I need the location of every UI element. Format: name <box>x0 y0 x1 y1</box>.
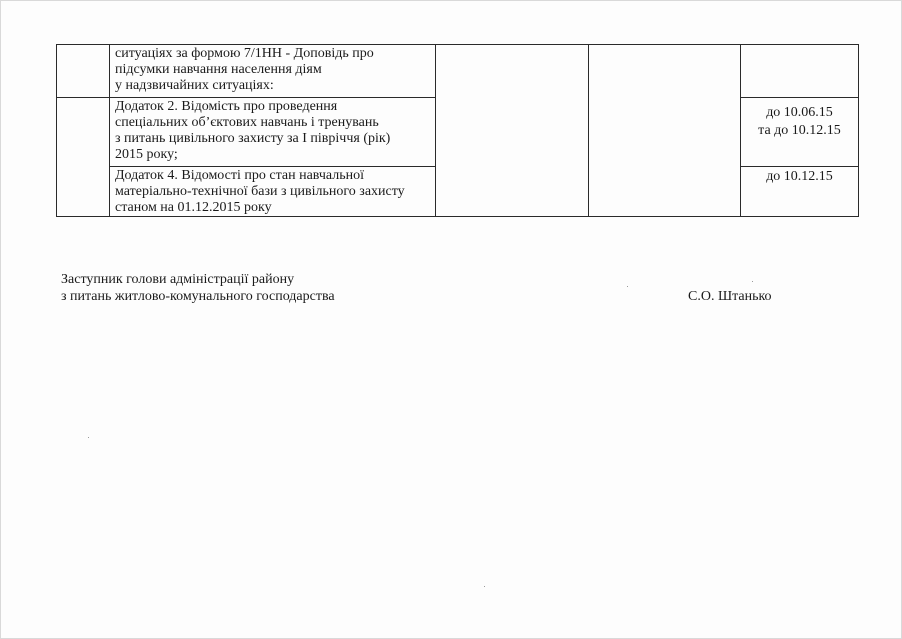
scan-speck <box>627 286 628 287</box>
plan-table <box>56 44 859 217</box>
description-line: матеріально-технічної бази з цивільного захисту <box>115 184 405 199</box>
description-line: Додаток 4. Відомості про стан навчальної <box>115 168 364 183</box>
signatory-position: Заступник голови адміністрації району <box>61 272 295 287</box>
description-line: станом на 01.12.2015 року <box>115 200 272 215</box>
description-line: 2015 року; <box>115 147 178 162</box>
description-line: з питань цивільного захисту за І півріччя (рік) <box>115 131 391 146</box>
description-line: ситуаціях за формою 7/1НН - Доповідь про <box>115 46 374 61</box>
term-line: до 10.06.15 <box>766 105 833 120</box>
table-row <box>57 45 859 98</box>
term-line: та до 10.12.15 <box>758 123 841 138</box>
number-cell <box>57 167 110 217</box>
signatory-name: С.О. Штанько <box>688 289 772 304</box>
description-line: у надзвичайних ситуаціях: <box>115 78 274 93</box>
scan-speck <box>752 281 753 282</box>
description-line: Додаток 2. Відомість про проведення <box>115 99 338 114</box>
scan-speck <box>484 586 485 587</box>
description-cell <box>110 98 436 167</box>
scan-speck <box>88 437 89 438</box>
empty-cell <box>436 45 589 217</box>
term-line: до 10.12.15 <box>766 169 833 184</box>
empty-cell <box>589 45 741 217</box>
term-cell <box>741 167 859 217</box>
description-cell <box>110 45 436 98</box>
signature-block <box>61 271 851 305</box>
term-cell <box>741 98 859 167</box>
number-cell <box>57 98 110 167</box>
description-line: підсумки навчання населення діям <box>115 62 322 77</box>
number-cell <box>57 45 110 98</box>
term-cell <box>741 45 859 98</box>
description-line: спеціальних об’єктових навчань і тренувань <box>115 115 379 130</box>
description-cell <box>110 167 436 217</box>
signatory-position: з питань житлово-комунального господарства <box>61 289 335 304</box>
